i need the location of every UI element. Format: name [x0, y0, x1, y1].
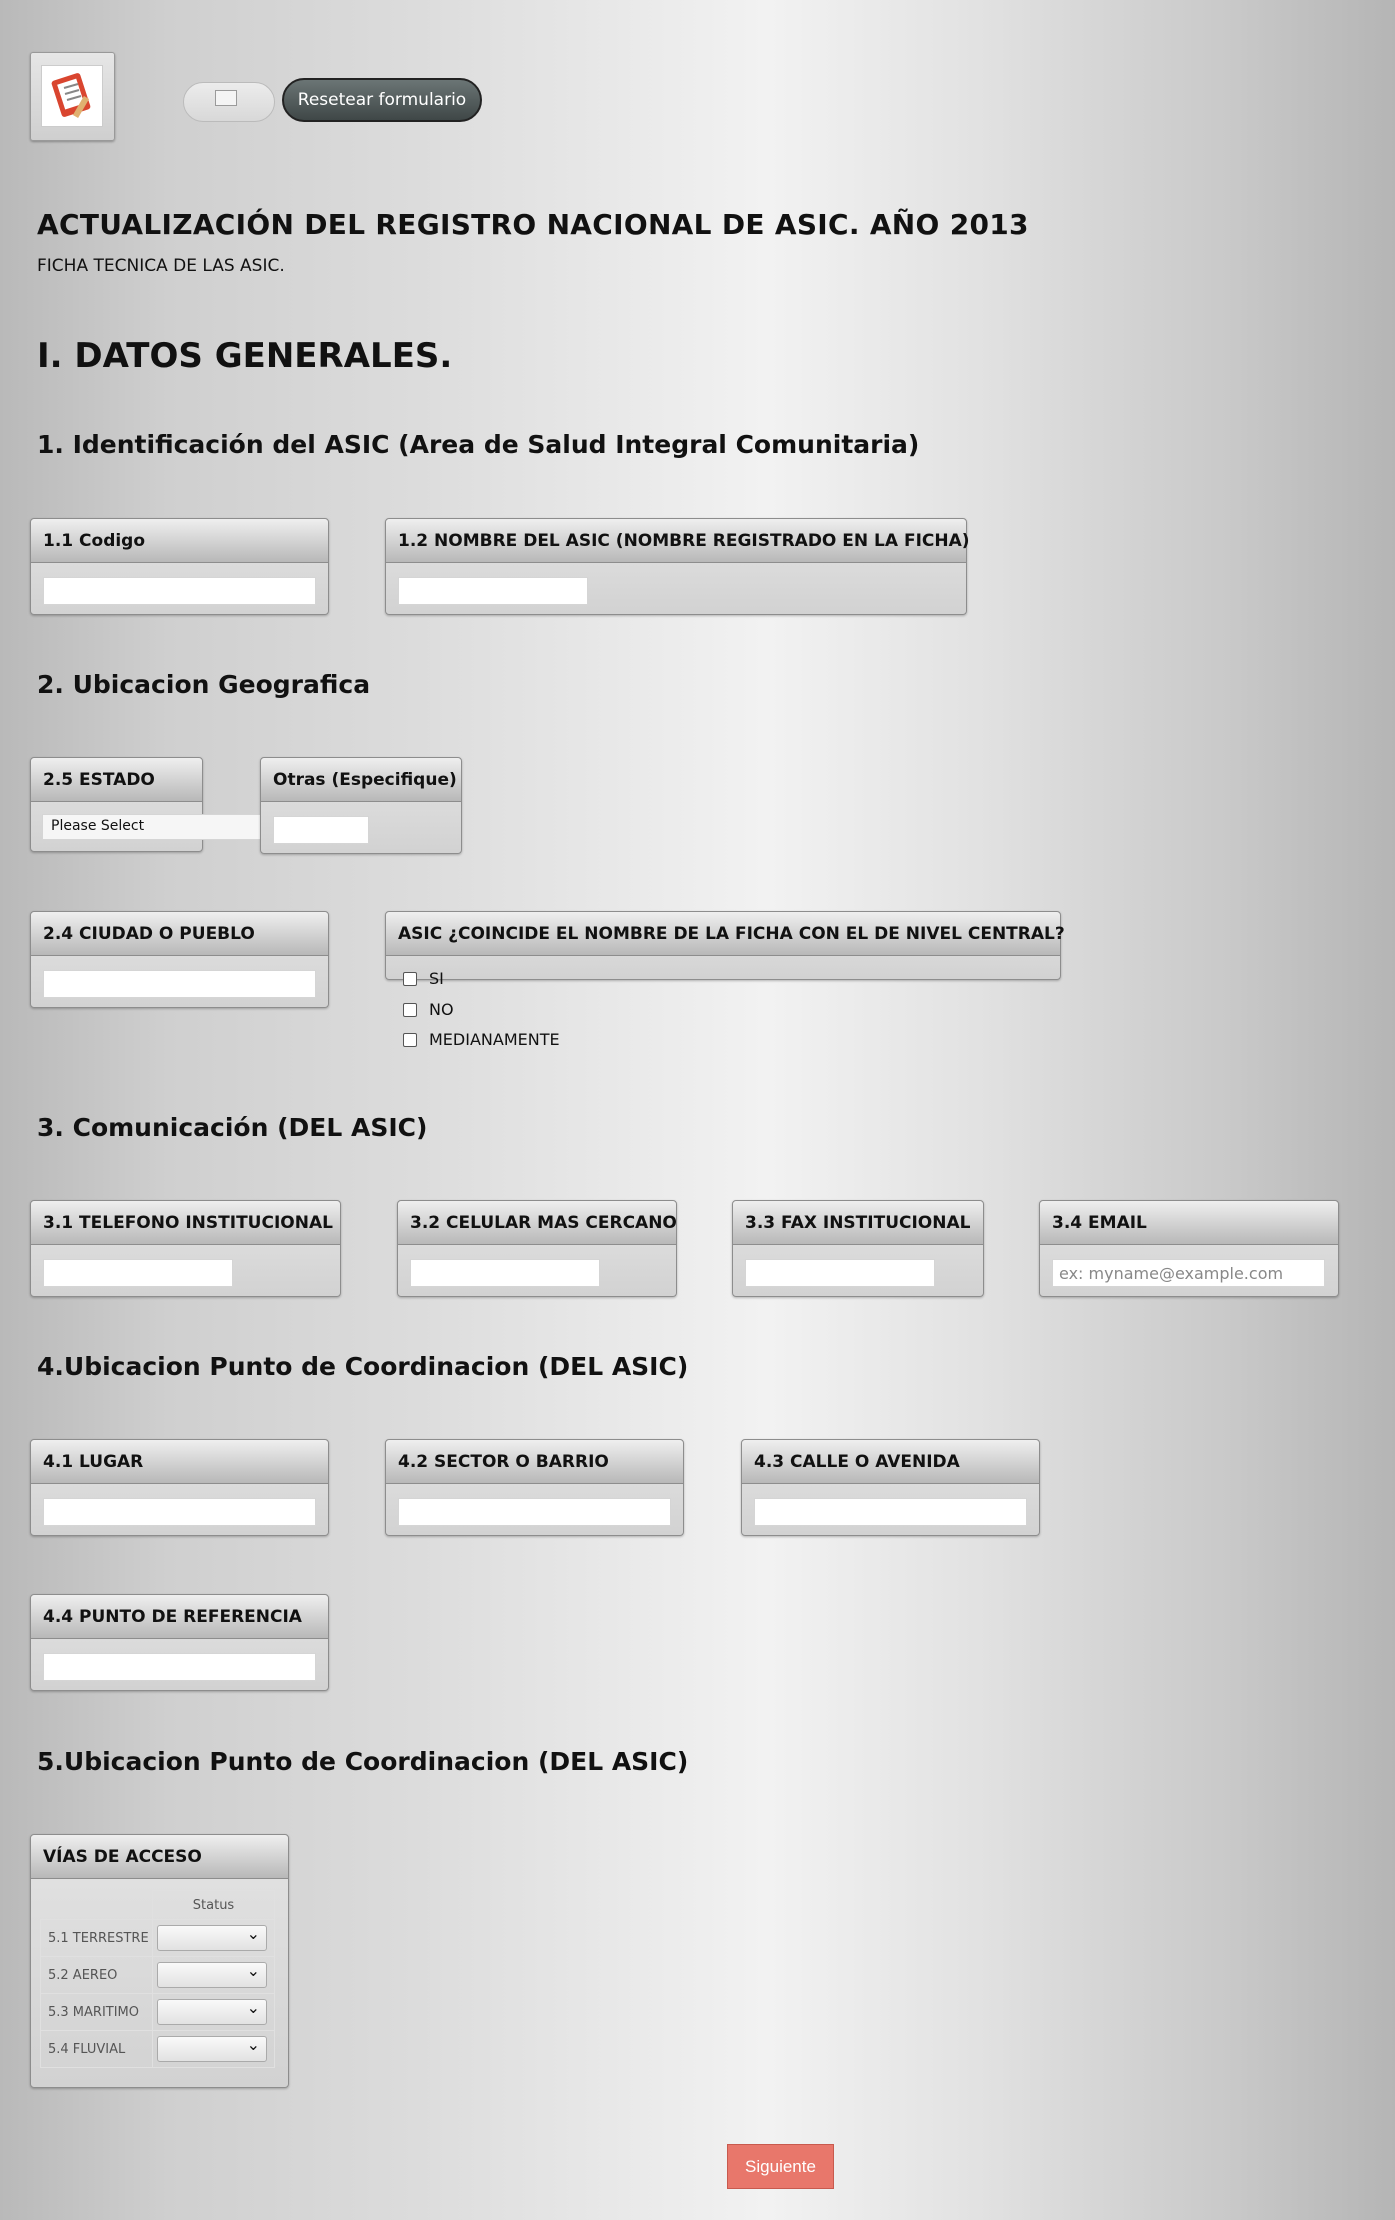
table-row — [41, 2031, 275, 2068]
codigo-input[interactable] — [43, 577, 316, 605]
aereo-status-select[interactable] — [157, 1962, 267, 1988]
form-subtitle: FICHA TECNICA DE LAS ASIC. — [37, 256, 285, 276]
option-si[interactable]: SI — [403, 969, 444, 988]
table-row — [41, 1957, 275, 1994]
telefono-input[interactable] — [43, 1259, 233, 1287]
section-5-heading: 5.Ubicacion Punto de Coordinacion (DEL ASIC) — [37, 1747, 689, 1776]
calle-input[interactable] — [754, 1498, 1027, 1526]
estado-select[interactable]: Please Select — [42, 814, 262, 840]
calle-label: 4.3 CALLE O AVENIDA — [742, 1440, 1039, 1484]
checkbox-si[interactable] — [403, 972, 417, 986]
vias-table — [40, 1890, 275, 2068]
fax-label: 3.3 FAX INSTITUCIONAL — [733, 1201, 983, 1245]
next-button[interactable]: Siguiente — [727, 2144, 834, 2189]
lugar-input[interactable] — [43, 1498, 316, 1526]
codigo-field — [30, 518, 329, 615]
section-main-heading: I. DATOS GENERALES. — [37, 336, 453, 376]
otras-input[interactable] — [273, 816, 369, 844]
fax-input[interactable] — [745, 1259, 935, 1287]
form-logo — [30, 52, 115, 141]
checkbox-no[interactable] — [403, 1003, 417, 1017]
status-column-header: Status — [153, 1891, 275, 1920]
section-3-heading: 3. Comunicación (DEL ASIC) — [37, 1113, 428, 1142]
codigo-label: 1.1 Codigo — [31, 519, 328, 563]
nombre-field — [385, 518, 970, 615]
telefono-field — [30, 1200, 341, 1297]
celular-label: 3.2 CELULAR MAS CERCANO — [398, 1201, 676, 1245]
row-label: 5.4 FLUVIAL — [41, 2031, 153, 2068]
maritimo-status-select[interactable] — [157, 1999, 267, 2025]
sector-label: 4.2 SECTOR O BARRIO — [386, 1440, 683, 1484]
sector-field — [385, 1439, 684, 1536]
coincide-field — [385, 911, 1065, 980]
email-label: 3.4 EMAIL — [1040, 1201, 1338, 1245]
otras-field — [260, 757, 462, 854]
ciudad-label: 2.4 CIUDAD O PUEBLO — [31, 912, 328, 956]
celular-input[interactable] — [410, 1259, 600, 1287]
clipboard-form-icon — [41, 65, 103, 127]
referencia-label: 4.4 PUNTO DE REFERENCIA — [31, 1595, 328, 1639]
ciudad-field — [30, 911, 329, 1008]
reset-form-button[interactable]: Resetear formulario — [282, 78, 482, 122]
coincide-label: ASIC ¿COINCIDE EL NOMBRE DE LA FICHA CON EL DE NIVEL CENTRAL? — [386, 912, 1060, 956]
email-field — [1039, 1200, 1339, 1297]
section-2-heading: 2. Ubicacion Geografica — [37, 670, 371, 699]
option-medianamente[interactable]: MEDIANAMENTE — [403, 1030, 560, 1049]
nombre-input[interactable] — [398, 577, 588, 605]
celular-field — [397, 1200, 677, 1297]
ciudad-input[interactable] — [43, 970, 316, 998]
calle-field — [741, 1439, 1040, 1536]
terrestre-status-select[interactable] — [157, 1925, 267, 1951]
estado-label: 2.5 ESTADO — [31, 758, 202, 802]
table-row — [41, 1920, 275, 1957]
lugar-field — [30, 1439, 329, 1536]
vias-label: VÍAS DE ACCESO — [31, 1835, 288, 1879]
sector-input[interactable] — [398, 1498, 671, 1526]
section-1-heading: 1. Identificación del ASIC (Area de Salud Integral Comunitaria) — [37, 430, 920, 459]
otras-label: Otras (Especifique) — [261, 758, 461, 802]
form-title: ACTUALIZACIÓN DEL REGISTRO NACIONAL DE ASIC. AÑO 2013 — [37, 208, 1029, 241]
email-input[interactable] — [1052, 1259, 1325, 1287]
fluvial-status-select[interactable] — [157, 2036, 267, 2062]
checkbox-medianamente[interactable] — [403, 1033, 417, 1047]
row-label: 5.3 MARITIMO — [41, 1994, 153, 2031]
row-label: 5.1 TERRESTRE — [41, 1920, 153, 1957]
option-no[interactable]: NO — [403, 1000, 454, 1019]
section-4-heading: 4.Ubicacion Punto de Coordinacion (DEL ASIC) — [37, 1352, 689, 1381]
row-label: 5.2 AEREO — [41, 1957, 153, 1994]
referencia-input[interactable] — [43, 1653, 316, 1681]
nombre-label: 1.2 NOMBRE DEL ASIC (NOMBRE REGISTRADO EN LA FICHA) — [386, 519, 966, 563]
broken-image-icon — [215, 90, 237, 106]
lugar-label: 4.1 LUGAR — [31, 1440, 328, 1484]
table-row — [41, 1994, 275, 2031]
referencia-field — [30, 1594, 329, 1691]
fax-field — [732, 1200, 984, 1297]
telefono-label: 3.1 TELEFONO INSTITUCIONAL — [31, 1201, 340, 1245]
